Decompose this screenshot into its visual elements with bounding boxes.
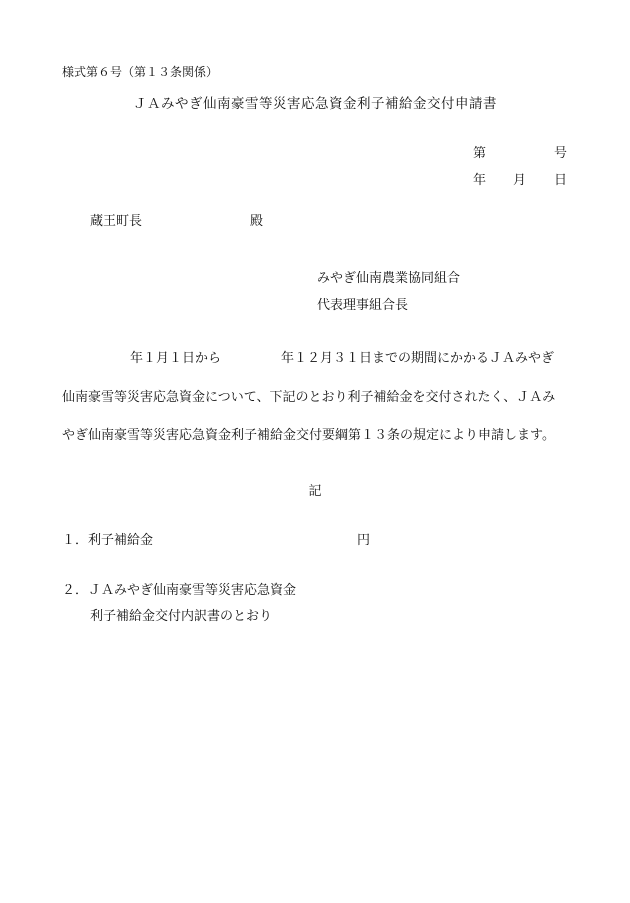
item-interest-subsidy: １．利子補給金: [62, 533, 154, 548]
item-interest-subsidy-unit: 円: [357, 533, 371, 548]
form-number: 様式第６号（第１３条関係）: [62, 65, 219, 79]
date-year-label: 年: [473, 173, 487, 188]
body-line-3: やぎ仙南豪雪等災害応急資金利子補給金交付要綱第１３条の規定により申請します。: [62, 428, 555, 443]
applicant-title: 代表理事組合長: [317, 298, 409, 313]
document-number-suffix: 号: [554, 146, 568, 161]
body-line-1: [62, 351, 554, 367]
date-month-label: 月: [513, 173, 527, 188]
body-line-1-b: 年１２月３１日までの期間にかかるＪＡみやぎ: [281, 351, 555, 366]
item-emergency-fund: ２．ＪＡみやぎ仙南豪雪等災害応急資金: [62, 583, 297, 598]
body-line-1-a: 年１月１日から: [130, 351, 222, 366]
item-emergency-fund-detail: 利子補給金交付内訳書のとおり: [90, 609, 273, 624]
body-line-2: 仙南豪雪等災害応急資金について、下記のとおり利子補給金を交付されたく、ＪＡみ: [62, 390, 556, 405]
addressee-name: 蔵王町長: [90, 214, 143, 229]
applicant-organization: みやぎ仙南農業協同組合: [317, 271, 461, 286]
document-title: ＪＡみやぎ仙南豪雪等災害応急資金利子補給金交付申請書: [133, 96, 497, 112]
addressee-honorific: 殿: [250, 214, 264, 229]
ki-heading: 記: [308, 484, 322, 499]
date-day-label: 日: [554, 173, 568, 188]
document-number-label: 第: [473, 146, 487, 161]
